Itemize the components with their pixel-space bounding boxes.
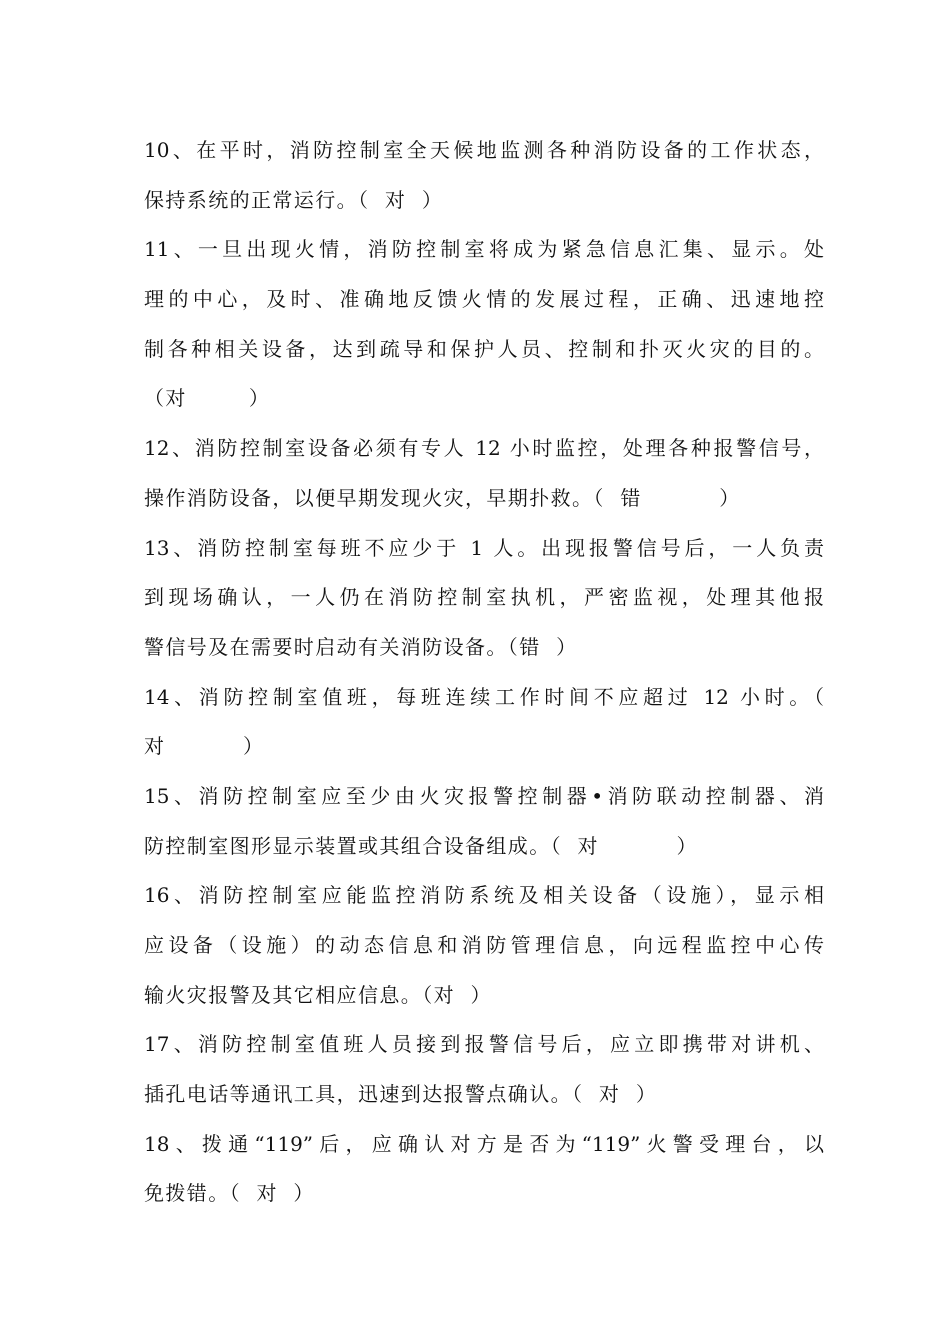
- text-line: 保持系统的正常运行。（ 对 ）: [144, 187, 444, 212]
- text-line: 输火灾报警及其它相应信息。（对 ）: [144, 982, 492, 1007]
- text-line: 应设备（设施）的动态信息和消防管理信息，向远程监控中心传: [144, 933, 824, 957]
- text-line: 17、消防控制室值班人员接到报警信号后，应立即携带对讲机、: [144, 1032, 824, 1057]
- text-line: 到现场确认，一人仍在消防控制室执机，严密监视，处理其他报: [144, 585, 824, 610]
- text-line: 免拨错。（ 对 ）: [144, 1181, 315, 1206]
- text-line: 操作消防设备，以便早期发现火灾，早期扑救。（ 错 ）: [144, 485, 741, 510]
- text-line: 14、消防控制室值班，每班连续工作时间不应超过 12 小时。（: [144, 684, 824, 709]
- document-body: [144, 126, 824, 1219]
- text-line: 11、一旦出现火情，消防控制室将成为紧急信息汇集、显示。处: [144, 237, 824, 262]
- text-line: 16、消防控制室应能监控消防系统及相关设备（设施），显示相: [144, 883, 824, 908]
- text-line: 防控制室图形显示装置或其组合设备组成。（ 对 ）: [144, 833, 698, 858]
- text-line: 警信号及在需要时启动有关消防设备。（错 ）: [144, 634, 578, 659]
- text-line: 制各种相关设备，达到疏导和保护人员、控制和扑灭火灾的目的。: [144, 336, 824, 361]
- text-line: 10、在平时，消防控制室全天候地监测各种消防设备的工作状态，: [144, 138, 824, 162]
- text-line: 13、消防控制室每班不应少于 1 人。出现报警信号后，一人负责: [144, 535, 824, 560]
- text-line: 理的中心，及时、准确地反馈火情的发展过程，正确、迅速地控: [144, 287, 824, 312]
- text-line: 插孔电话等通讯工具，迅速到达报警点确认。（ 对 ）: [144, 1082, 658, 1107]
- text-line: 对 ）: [144, 734, 265, 759]
- text-line: 12、消防控制室设备必须有专人 12 小时监控，处理各种报警信号，: [144, 436, 824, 461]
- text-line: 15、消防控制室应至少由火灾报警控制器•消防联动控制器、消: [144, 783, 824, 808]
- text-line: （对 ）: [144, 386, 271, 411]
- text-line: 18、拨通“119”后，应确认对方是否为“119”火警受理台，以: [144, 1131, 824, 1156]
